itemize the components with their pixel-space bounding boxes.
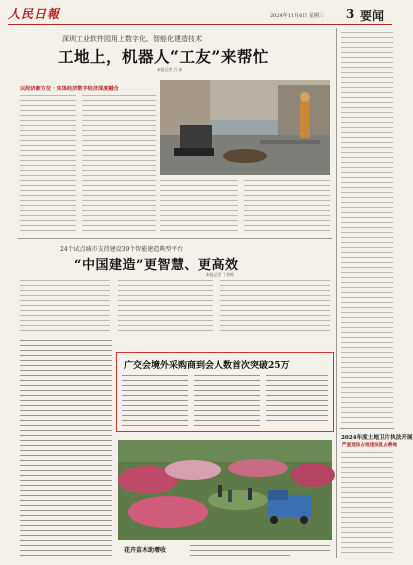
section-tag: 以经济新方位 · 实体经济数字经济深度融合 — [20, 86, 119, 92]
newspaper-logo: 人民日報 — [8, 7, 61, 21]
right-divider — [340, 428, 394, 429]
page-name: 要闻 — [360, 9, 385, 23]
flower-field-photo — [118, 440, 332, 540]
side-subhead: 严查违法占地违法乱占耕地 — [342, 443, 398, 448]
masthead — [8, 5, 392, 25]
lead-headline: 工地上，机器人“工友”来帮忙 — [58, 47, 269, 66]
issue-date: 2024年11月6日 星期三 — [270, 13, 324, 19]
photo-caption-title: 花卉苗木助增收 — [124, 547, 167, 554]
construction-photo — [160, 80, 330, 175]
column-divider — [336, 28, 337, 558]
second-byline: 本报记者 丁怡婷 — [206, 272, 234, 277]
side-headline: 2024年度土地卫片执法开展 — [341, 435, 413, 441]
second-headline: “中国建造”更智慧、更高效 — [74, 258, 239, 273]
second-kicker: 24个试点城市支持建设39个智能建造典型平台 — [60, 246, 184, 253]
lead-byline: 本报记者 吕 冰 — [157, 67, 183, 72]
section-divider — [18, 238, 332, 239]
box-headline: 广交会境外采购商到会人数首次突破25万 — [124, 361, 290, 371]
page-number: 3 — [346, 7, 355, 21]
lead-kicker: 深圳工业软件园用上数字化、智能化建造技术 — [62, 35, 202, 43]
